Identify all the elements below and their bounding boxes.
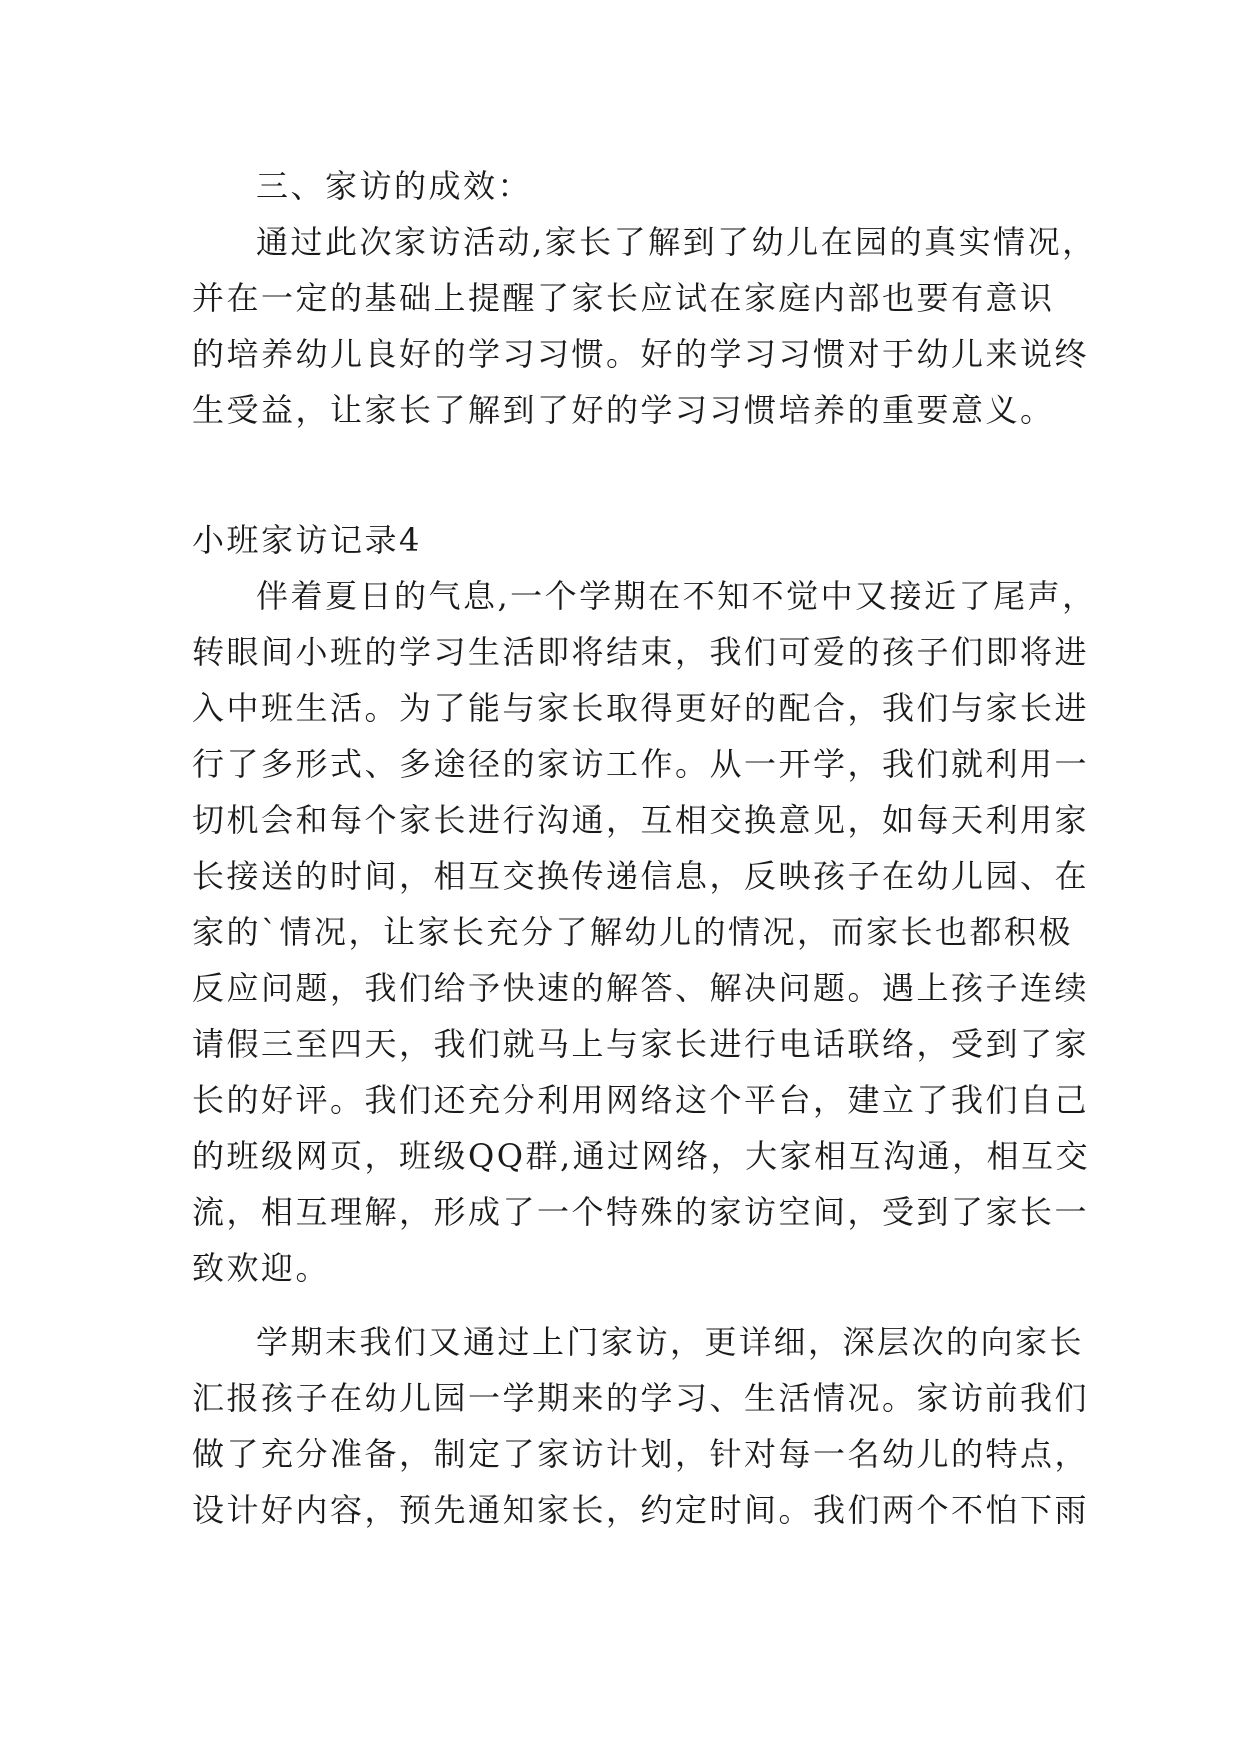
paragraph-line: 家的`情况，让家长充分了解幼儿的情况，而家长也都积极 <box>192 913 1074 951</box>
paragraph-line: 长的好评。我们还充分利用网络这个平台，建立了我们自己 <box>192 1081 1090 1119</box>
paragraph-line: 设计好内容，预先通知家长，约定时间。我们两个不怕下雨 <box>192 1491 1090 1529</box>
record-title: 小班家访记录4 <box>192 521 422 559</box>
paragraph-line: 的班级网页，班级QQ群,通过网络，大家相互沟通，相互交 <box>192 1137 1091 1175</box>
paragraph-line: 致欢迎。 <box>192 1249 331 1287</box>
paragraph-line: 汇报孩子在幼儿园一学期来的学习、生活情况。家访前我们 <box>192 1379 1090 1417</box>
paragraph-line: 流，相互理解，形成了一个特殊的家访空间，受到了家长一 <box>192 1193 1090 1231</box>
paragraph-line: 切机会和每个家长进行沟通，互相交换意见，如每天利用家 <box>192 801 1090 839</box>
section-heading: 三、家访的成效： <box>256 167 533 205</box>
paragraph-line: 学期末我们又通过上门家访，更详细，深层次的向家长 <box>256 1323 1085 1361</box>
paragraph-line: 行了多形式、多途径的家访工作。从一开学，我们就利用一 <box>192 745 1090 783</box>
paragraph-line: 请假三至四天，我们就马上与家长进行电话联络，受到了家 <box>192 1025 1090 1063</box>
paragraph-line: 入中班生活。为了能与家长取得更好的配合，我们与家长进 <box>192 689 1090 727</box>
paragraph-line: 并在一定的基础上提醒了家长应试在家庭内部也要有意识 <box>192 279 1055 317</box>
paragraph-line: 转眼间小班的学习生活即将结束，我们可爱的孩子们即将进 <box>192 633 1090 671</box>
paragraph-line: 伴着夏日的气息,一个学期在不知不觉中又接近了尾声， <box>256 577 1097 615</box>
paragraph-line: 反应问题，我们给予快速的解答、解决问题。遇上孩子连续 <box>192 969 1090 1007</box>
paragraph-line: 的培养幼儿良好的学习习惯。好的学习习惯对于幼儿来说终 <box>192 335 1090 373</box>
paragraph-line: 做了充分准备，制定了家访计划，针对每一名幼儿的特点， <box>192 1435 1090 1473</box>
paragraph-line: 长接送的时间，相互交换传递信息，反映孩子在幼儿园、在 <box>192 857 1090 895</box>
paragraph-line: 通过此次家访活动,家长了解到了幼儿在园的真实情况， <box>256 223 1097 261</box>
paragraph-line: 生受益，让家长了解到了好的学习习惯培养的重要意义。 <box>192 391 1055 429</box>
